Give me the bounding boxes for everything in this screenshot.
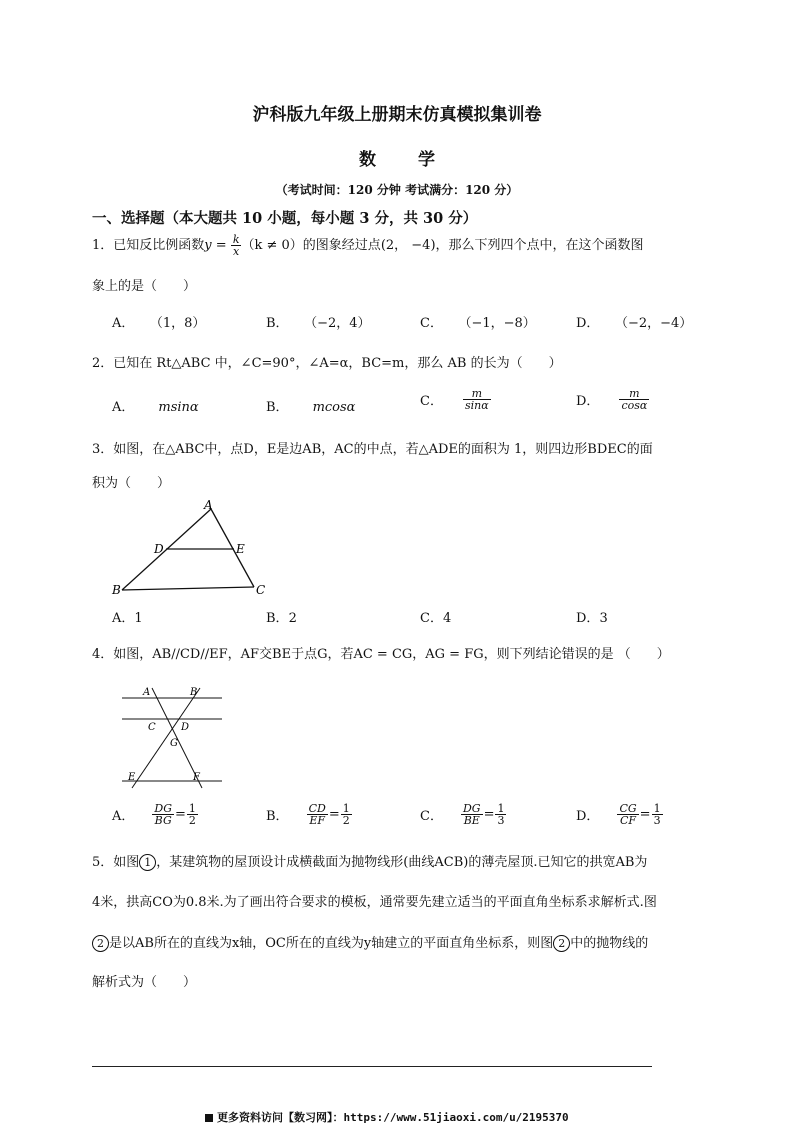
q4-line1: 4．如图，AB//CD//EF，AF交BE于点G，若AC = CG，AG = FG，则下列结论错误的是 （ ） [92,647,670,662]
q4-label-g: G [170,738,178,749]
footer-link[interactable] [205,1109,569,1125]
q2-option-d: D． $\frac{m}{\cos\alpha}$ [576,387,648,412]
q1-fn-y: y [204,238,212,253]
exam-title: 沪科版九年级上册期末仿真模拟集训卷 [252,105,542,125]
q3-label-b: B [112,583,121,597]
q1-post: ，那么下列四个点中，在这个函数图 [435,238,644,253]
q4-label-b: B [190,687,198,698]
q2-option-a: A． msinα [112,400,199,415]
footer-text: 更多资料访问【数习网】：https://www.51jiaoxi.com/u/2195370 [217,1111,569,1124]
q3-option-b: B．2 [266,611,297,626]
q1-mid: 的图象经过点 [302,238,381,253]
q4-label-d: D [181,722,190,733]
section-heading: 一、选择题（本大题共 10 小题，每小题 3 分，共 30 分） [92,210,478,227]
q1-frac-den: x [233,245,240,258]
q4-option-d: D． $\frac{CG}{CF}$ = $\frac{1}{3}$ [576,802,661,827]
q5-line2: 4米，拱高CO为0.8米.为了画出符合要求的模板，通常要先建立适当的平面直角坐标系求解析式.图 [92,895,657,910]
q1-option-d: D． （−2，−4） [576,316,693,331]
q4-label-f: F [193,772,200,783]
q5-line1: 5．如图 1 ，某建筑物的屋顶设计成横截面为抛物线形(曲线ACB)的薄壳屋顶.已知它的拱宽AB为 [92,855,648,870]
figure-ref-2b: 2 [553,935,570,952]
footer-divider [92,1066,652,1067]
q2-option-c: C． $\frac{m}{\sin\alpha}$ [420,387,489,412]
q3-option-d: D．3 [576,611,608,626]
q3-option-c: C．4 [420,611,452,626]
q1-point: (2， −4) [380,238,436,253]
q2-option-b: B． mcosα [266,400,356,415]
q4-parallel-figure [118,684,230,790]
q4-option-c: C． $\frac{DG}{BE}$ = $\frac{1}{3}$ [420,802,505,827]
question-2: 2．已知在 Rt△ABC 中，∠C=90°，∠A=α，BC=m，那么 AB 的长为（ ） [92,356,562,371]
exam-info: （考试时间：120 分钟 考试满分：120 分） [275,183,519,197]
q4-label-c: C [148,722,156,733]
figure-ref-2: 2 [92,935,109,952]
q4-label-a: A [143,687,151,698]
q1-fraction [231,234,242,257]
q3-option-a: A．1 [112,611,143,626]
q1-option-a: A． （1，8） [112,316,206,331]
q3-triangle-figure [108,496,278,600]
flag-icon [205,1114,213,1122]
q1-fn-eq: = [211,238,231,253]
subject-title: 数 学 [359,150,453,170]
q1-option-c: C． （−1，−8） [420,316,536,331]
q4-label-e: E [128,772,136,783]
q1-option-b: B． （−2，4） [266,316,371,331]
q1-pre: 1．已知反比例函数 [92,238,205,253]
q5-line4: 解析式为（ ） [92,975,197,990]
q3-line2: 积为（ ） [92,476,171,491]
q3-label-e: E [236,542,245,556]
q3-label-c: C [256,583,266,597]
q5-line3: 2 是以AB所在的直线为x轴，OC所在的直线为y轴建立的平面直角坐标系，则图 2 中的抛物线的 [92,932,648,952]
q1-line2: 象上的是（ ） [92,279,197,294]
question-1 [92,234,644,257]
q3-label-d: D [154,542,164,556]
q3-line1: 3．如图，在△ABC中，点D，E是边AB，AC的中点，若△ADE的面积为 1，则四边形BDEC的面 [92,442,653,457]
q1-cond: （k ≠ 0） [241,238,303,253]
q4-option-a: A． $\frac{DG}{BG}$ = $\frac{1}{2}$ [112,802,196,827]
q3-label-a: A [204,498,213,512]
figure-ref-1: 1 [139,854,156,871]
q4-option-b: B． $\frac{CD}{EF}$ = $\frac{1}{2}$ [266,802,350,827]
q1-frac-num: k [232,233,240,246]
